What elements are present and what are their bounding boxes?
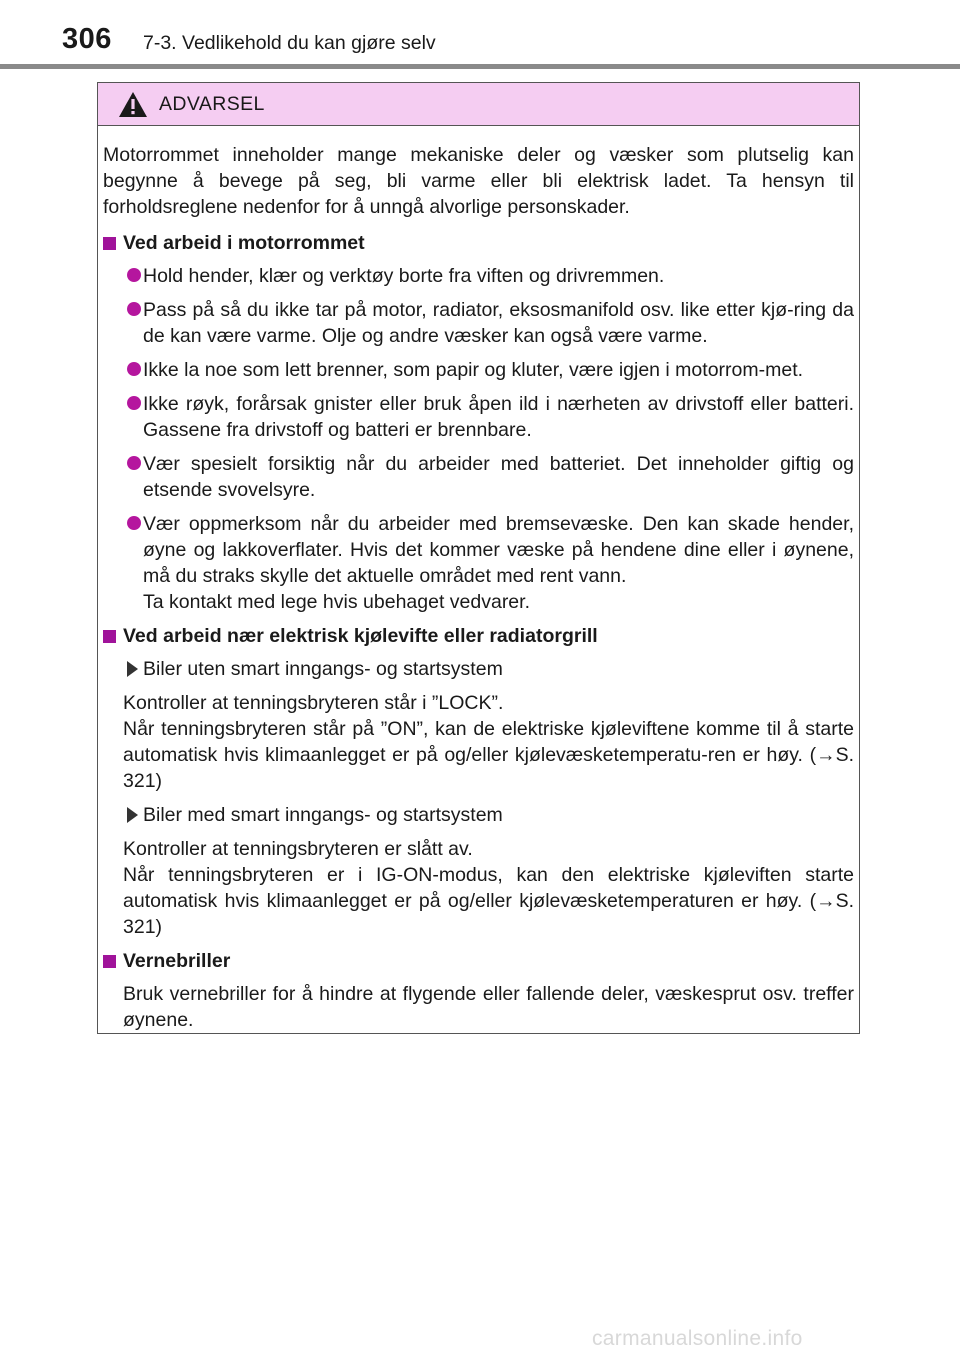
section-heading: Vernebriller — [103, 948, 854, 974]
list-item: Ikke la noe som lett brenner, som papir og kluter, være igjen i motorrom-met. — [103, 357, 854, 383]
page-header — [62, 22, 960, 62]
round-bullet-icon — [127, 396, 141, 410]
section-heading: Ved arbeid i motorrommet — [103, 230, 854, 256]
header-rule — [0, 64, 960, 69]
square-bullet-icon — [103, 955, 116, 968]
section-title: 7-3. Vedlikehold du kan gjøre selv — [143, 32, 436, 54]
case-text: Kontroller at tenningsbryteren er slått av. Når tenningsbryteren er i IG-ON-modus, kan den elektriske kjøleviften starte automatisk hvis klimaanlegget er på og/eller kjølevæsketemperaturen er høy. (→S. 321) — [123, 838, 854, 938]
warning-box — [97, 82, 860, 1034]
warning-intro: Motorrommet inneholder mange mekaniske deler og væsker som plutselig kan begynne å bevege på seg, bli varme eller bli elektrisk ladet. Ta hensyn til forholdsreglene nedenfor for å unngå alvorlige personskader. — [103, 144, 854, 218]
round-bullet-icon — [127, 516, 141, 530]
list-item: Ikke røyk, forårsak gnister eller bruk åpen ild i nærheten av drivstoff eller batteri. Gassene fra drivstoff og batteri er brennbare. — [103, 391, 854, 443]
warning-body — [103, 142, 854, 1041]
section-heading: Ved arbeid nær elektrisk kjølevifte eller radiatorgrill — [103, 623, 854, 649]
list-item: Hold hender, klær og verktøy borte fra viften og drivremmen. — [103, 263, 854, 289]
round-bullet-icon — [127, 362, 141, 376]
round-bullet-icon — [127, 268, 141, 282]
case-text: Kontroller at tenningsbryteren står i ”LOCK”. Når tenningsbryteren står på ”ON”, kan de elektriske kjøleviftene komme til å starte automatisk hvis klimaanlegget er på og/eller kjølevæsketemperatu-ren er høy. (→S. 321) — [123, 692, 854, 792]
list-item: Vær oppmerksom når du arbeider med bremsevæske. Den kan skade hender, øyne og lakkoverflater. Hvis det kommer væske på hendene dine eller i øynene, må du straks skylle det aktuelle området med rent vann. Ta kontakt med lege hvis ubehaget vedvarer. — [103, 511, 854, 615]
case-label: Biler med smart inngangs- og startsystem — [103, 802, 854, 828]
warning-title: ADVARSEL — [159, 93, 265, 115]
section-text: Bruk vernebriller for å hindre at flygende eller fallende deler, væskesprut osv. treffer øynene. — [123, 983, 854, 1031]
triangle-right-icon — [127, 807, 138, 823]
list-item: Vær spesielt forsiktig når du arbeider med batteriet. Det inneholder giftig og etsende svovelsyre. — [103, 451, 854, 503]
warning-header — [98, 83, 859, 126]
list-item: Pass på så du ikke tar på motor, radiator, eksosmanifold osv. like etter kjø-ring da de kan være varme. Olje og andre væsker kan også være varme. — [103, 297, 854, 349]
square-bullet-icon — [103, 237, 116, 250]
triangle-right-icon — [127, 661, 138, 677]
warning-triangle-icon — [118, 91, 148, 118]
page-number: 306 — [62, 23, 112, 55]
round-bullet-icon — [127, 302, 141, 316]
watermark: carmanualsonline.info — [592, 1327, 803, 1350]
case-label: Biler uten smart inngangs- og startsystem — [103, 656, 854, 682]
square-bullet-icon — [103, 630, 116, 643]
round-bullet-icon — [127, 456, 141, 470]
